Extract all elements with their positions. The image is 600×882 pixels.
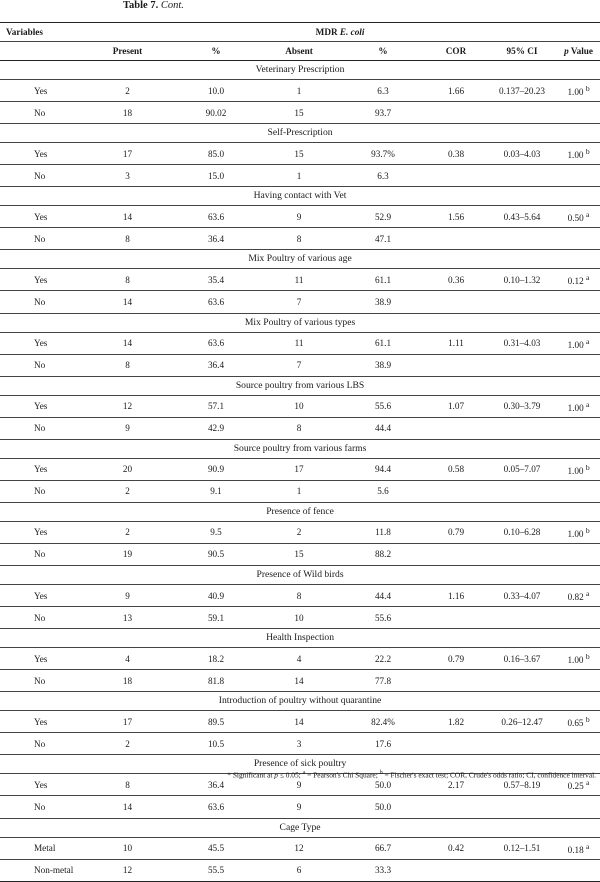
cell-ci: 0.10–6.28: [487, 521, 557, 543]
table-row: [0, 543, 600, 565]
cell-absent: 17: [257, 458, 341, 480]
cell-p-value: 1.00 $^b$: [557, 648, 600, 670]
cell-absent: 2: [257, 521, 341, 543]
cell-present: 19: [80, 543, 175, 565]
table-row: [0, 291, 600, 313]
cell-present: 13: [80, 607, 175, 629]
cell-variable: Yes: [0, 80, 80, 102]
section-row: [0, 439, 600, 458]
cell-p-value: 0.25 $^a$: [557, 774, 600, 796]
section-title: Self-Prescription: [0, 124, 600, 143]
cell-p-value: 0.82 $^a$: [557, 585, 600, 607]
cell-pct1: 36.4: [175, 354, 257, 376]
cell-cor: 0.79: [425, 648, 487, 670]
cell-pct1: 10.0: [175, 80, 257, 102]
table-row: [0, 102, 600, 124]
cell-pct2: 52.9: [341, 206, 425, 228]
cell-pct2: 33.3: [341, 859, 425, 881]
cell-present: 3: [80, 165, 175, 187]
cell-cor: [425, 165, 487, 187]
cell-pct1: 40.9: [175, 585, 257, 607]
table-row: [0, 859, 600, 881]
cell-ci: [487, 607, 557, 629]
cell-ci: 0.43–5.64: [487, 206, 557, 228]
cell-p-value: [557, 859, 600, 881]
cell-pct2: 11.8: [341, 521, 425, 543]
cell-pct2: 66.7: [341, 837, 425, 859]
cell-pct1: 89.5: [175, 711, 257, 733]
cell-pct2: 44.4: [341, 585, 425, 607]
cell-cor: [425, 733, 487, 755]
section-row: [0, 376, 600, 395]
caption-label: Table 7.: [123, 0, 159, 11]
table-row: [0, 521, 600, 543]
cell-cor: 0.38: [425, 143, 487, 165]
cell-variable: Yes: [0, 521, 80, 543]
cell-cor: [425, 796, 487, 818]
cell-pct1: 59.1: [175, 607, 257, 629]
cell-p-value: [557, 670, 600, 692]
cell-present: 12: [80, 859, 175, 881]
cell-pct2: 55.6: [341, 607, 425, 629]
cell-cor: [425, 417, 487, 439]
cell-p-value: [557, 417, 600, 439]
cell-pct1: 15.0: [175, 165, 257, 187]
cell-variable: No: [0, 102, 80, 124]
cell-absent: 11: [257, 269, 341, 291]
cell-present: 2: [80, 521, 175, 543]
cell-ci: [487, 417, 557, 439]
table-row: [0, 670, 600, 692]
col-p-value: p Value: [557, 42, 600, 61]
cell-p-value: 0.65 $^b$: [557, 711, 600, 733]
cell-absent: 1: [257, 80, 341, 102]
cell-cor: [425, 480, 487, 502]
table-row: [0, 837, 600, 859]
cell-absent: 10: [257, 607, 341, 629]
cell-pct1: 10.5: [175, 733, 257, 755]
cell-variable: No: [0, 228, 80, 250]
cell-pct2: 38.9: [341, 354, 425, 376]
section-row: [0, 124, 600, 143]
footnote: * Significant at p ≤ 0.05; $^a$ = Pearson's Chi Square; $^b$ = Fischer's exact test; COR, Crude's odds ratio; CI, confidence interval.: [227, 770, 596, 780]
cell-pct2: 93.7: [341, 102, 425, 124]
cell-present: 18: [80, 102, 175, 124]
cell-ci: [487, 228, 557, 250]
cell-ci: 0.26–12.47: [487, 711, 557, 733]
cell-ci: 0.03–4.03: [487, 143, 557, 165]
cell-pct1: 9.1: [175, 480, 257, 502]
cell-cor: 1.82: [425, 711, 487, 733]
section-row: [0, 818, 600, 837]
cell-pct1: 57.1: [175, 395, 257, 417]
cell-p-value: 0.18 $^a$: [557, 837, 600, 859]
cell-pct1: 90.5: [175, 543, 257, 565]
cell-absent: 8: [257, 585, 341, 607]
table-row: [0, 458, 600, 480]
cell-absent: 15: [257, 543, 341, 565]
cell-cor: 1.07: [425, 395, 487, 417]
section-title: Source poultry from various farms: [0, 439, 600, 458]
cell-p-value: [557, 733, 600, 755]
cell-present: 9: [80, 585, 175, 607]
cell-pct1: 63.6: [175, 332, 257, 354]
cell-pct1: 85.0: [175, 143, 257, 165]
cell-pct2: 6.3: [341, 80, 425, 102]
cell-absent: 1: [257, 165, 341, 187]
cell-present: 4: [80, 648, 175, 670]
col-pct1: %: [175, 42, 257, 61]
cell-p-value: [557, 228, 600, 250]
cell-absent: 3: [257, 733, 341, 755]
cell-absent: 4: [257, 648, 341, 670]
cell-p-value: 1.00 $^a$: [557, 395, 600, 417]
section-title: Source poultry from various LBS: [0, 376, 600, 395]
cell-pct1: 35.4: [175, 269, 257, 291]
cell-cor: 0.42: [425, 837, 487, 859]
section-title: Presence of sick poultry: [0, 755, 600, 774]
section-title: Veterinary Prescription: [0, 61, 600, 80]
cell-present: 17: [80, 143, 175, 165]
cell-p-value: 0.50 $^a$: [557, 206, 600, 228]
variables-header: Variables: [0, 23, 80, 42]
cell-variable: No: [0, 670, 80, 692]
cell-pct1: 90.9: [175, 458, 257, 480]
cell-variable: Yes: [0, 269, 80, 291]
table-row: [0, 395, 600, 417]
section-row: [0, 692, 600, 711]
cell-pct1: 36.4: [175, 774, 257, 796]
cell-present: 17: [80, 711, 175, 733]
col-ci: 95% CI: [487, 42, 557, 61]
cell-absent: 8: [257, 228, 341, 250]
cell-variable: No: [0, 733, 80, 755]
cell-absent: 9: [257, 796, 341, 818]
cell-variable: No: [0, 417, 80, 439]
section-title: Presence of Wild birds: [0, 566, 600, 585]
cell-pct2: 38.9: [341, 291, 425, 313]
cell-p-value: [557, 354, 600, 376]
cell-p-value: [557, 543, 600, 565]
cell-present: 14: [80, 332, 175, 354]
cell-variable: Yes: [0, 648, 80, 670]
table-row: [0, 332, 600, 354]
cell-absent: 7: [257, 291, 341, 313]
section-title: Introduction of poultry without quarantine: [0, 692, 600, 711]
cell-absent: 8: [257, 417, 341, 439]
cell-ci: 0.16–3.67: [487, 648, 557, 670]
cell-present: 2: [80, 733, 175, 755]
cell-cor: [425, 859, 487, 881]
cell-variable: Yes: [0, 585, 80, 607]
cell-variable: Non-metal: [0, 859, 80, 881]
cell-absent: 15: [257, 102, 341, 124]
section-row: [0, 629, 600, 648]
table-row: [0, 733, 600, 755]
cell-ci: 0.33–4.07: [487, 585, 557, 607]
cell-pct2: 88.2: [341, 543, 425, 565]
cell-p-value: 1.00 $^b$: [557, 80, 600, 102]
cell-cor: 0.36: [425, 269, 487, 291]
cell-p-value: [557, 480, 600, 502]
cell-pct2: 5.6: [341, 480, 425, 502]
group-header: MDR E. coli: [80, 23, 600, 42]
cell-absent: 6: [257, 859, 341, 881]
cell-variable: Yes: [0, 395, 80, 417]
cell-ci: [487, 670, 557, 692]
cell-pct2: 50.0: [341, 796, 425, 818]
cell-ci: [487, 543, 557, 565]
results-table: [0, 22, 600, 882]
cell-present: 8: [80, 269, 175, 291]
cell-pct2: 93.7%: [341, 143, 425, 165]
section-row: [0, 250, 600, 269]
table-row: [0, 269, 600, 291]
col-cor: COR: [425, 42, 487, 61]
table-row: [0, 417, 600, 439]
section-row: [0, 313, 600, 332]
cell-present: 8: [80, 774, 175, 796]
cell-variable: Yes: [0, 774, 80, 796]
table-row: [0, 648, 600, 670]
cell-pct2: 61.1: [341, 269, 425, 291]
cell-p-value: [557, 796, 600, 818]
cell-present: 18: [80, 670, 175, 692]
section-row: [0, 502, 600, 521]
cell-ci: 0.137–20.23: [487, 80, 557, 102]
cell-pct2: 77.8: [341, 670, 425, 692]
cell-ci: 0.31–4.03: [487, 332, 557, 354]
cell-pct1: 18.2: [175, 648, 257, 670]
section-title: Having contact with Vet: [0, 187, 600, 206]
cell-pct2: 6.3: [341, 165, 425, 187]
cell-absent: 14: [257, 711, 341, 733]
table-row: [0, 80, 600, 102]
cell-cor: 0.58: [425, 458, 487, 480]
cell-variable: Yes: [0, 458, 80, 480]
cell-absent: 14: [257, 670, 341, 692]
cell-pct2: 82.4%: [341, 711, 425, 733]
cell-ci: [487, 796, 557, 818]
cell-cor: 2.17: [425, 774, 487, 796]
cell-ci: [487, 733, 557, 755]
cell-p-value: [557, 102, 600, 124]
cell-absent: 7: [257, 354, 341, 376]
header-row-1: [0, 23, 600, 42]
cell-absent: 15: [257, 143, 341, 165]
cell-cor: 1.56: [425, 206, 487, 228]
cell-cor: [425, 543, 487, 565]
cell-ci: [487, 102, 557, 124]
cell-cor: [425, 102, 487, 124]
cell-ci: [487, 480, 557, 502]
cell-cor: [425, 228, 487, 250]
cell-cor: 1.66: [425, 80, 487, 102]
cell-ci: [487, 291, 557, 313]
cell-pct1: 9.5: [175, 521, 257, 543]
cell-cor: 0.79: [425, 521, 487, 543]
cell-variable: Yes: [0, 711, 80, 733]
caption-cont: Cont.: [160, 0, 184, 11]
cell-p-value: [557, 165, 600, 187]
cell-pct1: 63.6: [175, 796, 257, 818]
cell-absent: 9: [257, 774, 341, 796]
cell-pct1: 63.6: [175, 291, 257, 313]
table-row: [0, 165, 600, 187]
cell-variable: No: [0, 543, 80, 565]
col-present: Present: [80, 42, 175, 61]
cell-pct2: 94.4: [341, 458, 425, 480]
col-absent: Absent: [257, 42, 341, 61]
cell-absent: 1: [257, 480, 341, 502]
cell-p-value: 1.00 $^b$: [557, 521, 600, 543]
cell-present: 14: [80, 796, 175, 818]
section-title: Mix Poultry of various types: [0, 313, 600, 332]
cell-pct1: 81.8: [175, 670, 257, 692]
cell-cor: 1.16: [425, 585, 487, 607]
cell-ci: [487, 165, 557, 187]
cell-ci: [487, 859, 557, 881]
cell-ci: 0.30–3.79: [487, 395, 557, 417]
cell-present: 9: [80, 417, 175, 439]
cell-variable: No: [0, 165, 80, 187]
table-row: [0, 711, 600, 733]
cell-present: 8: [80, 354, 175, 376]
cell-variable: Yes: [0, 332, 80, 354]
section-row: [0, 566, 600, 585]
cell-p-value: 1.00 $^b$: [557, 143, 600, 165]
cell-ci: 0.05–7.07: [487, 458, 557, 480]
col-pct2: %: [341, 42, 425, 61]
cell-pct2: 22.2: [341, 648, 425, 670]
table-row: [0, 585, 600, 607]
cell-present: 14: [80, 206, 175, 228]
cell-pct2: 55.6: [341, 395, 425, 417]
table-row: [0, 206, 600, 228]
cell-variable: No: [0, 796, 80, 818]
table-row: [0, 228, 600, 250]
cell-cor: [425, 670, 487, 692]
table-body: [0, 61, 600, 882]
cell-present: 8: [80, 228, 175, 250]
cell-variable: Metal: [0, 837, 80, 859]
cell-pct1: 42.9: [175, 417, 257, 439]
cell-variable: No: [0, 480, 80, 502]
cell-variable: No: [0, 607, 80, 629]
table-row: [0, 354, 600, 376]
cell-p-value: 1.00 $^a$: [557, 332, 600, 354]
cell-absent: 9: [257, 206, 341, 228]
cell-p-value: 0.12 $^a$: [557, 269, 600, 291]
cell-variable: Yes: [0, 206, 80, 228]
header-row-2: [0, 42, 600, 61]
cell-pct2: 44.4: [341, 417, 425, 439]
cell-variable: No: [0, 354, 80, 376]
cell-pct1: 45.5: [175, 837, 257, 859]
cell-cor: [425, 607, 487, 629]
cell-cor: [425, 291, 487, 313]
cell-ci: 0.57–8.19: [487, 774, 557, 796]
cell-pct1: 90.02: [175, 102, 257, 124]
cell-absent: 12: [257, 837, 341, 859]
cell-cor: [425, 354, 487, 376]
cell-ci: [487, 354, 557, 376]
table-row: [0, 143, 600, 165]
cell-p-value: 1.00 $^b$: [557, 458, 600, 480]
cell-present: 2: [80, 80, 175, 102]
table-row: [0, 796, 600, 818]
cell-variable: No: [0, 291, 80, 313]
section-row: [0, 61, 600, 80]
cell-p-value: [557, 291, 600, 313]
cell-pct2: 47.1: [341, 228, 425, 250]
section-title: Cage Type: [0, 818, 600, 837]
cell-cor: 1.11: [425, 332, 487, 354]
section-title: Mix Poultry of various age: [0, 250, 600, 269]
cell-pct1: 63.6: [175, 206, 257, 228]
cell-ci: 0.10–1.32: [487, 269, 557, 291]
cell-pct1: 36.4: [175, 228, 257, 250]
cell-present: 14: [80, 291, 175, 313]
cell-pct1: 55.5: [175, 859, 257, 881]
cell-pct2: 50.0: [341, 774, 425, 796]
cell-pct2: 17.6: [341, 733, 425, 755]
cell-absent: 11: [257, 332, 341, 354]
cell-p-value: [557, 607, 600, 629]
cell-ci: 0.12–1.51: [487, 837, 557, 859]
cell-present: 20: [80, 458, 175, 480]
cell-absent: 10: [257, 395, 341, 417]
table-row: [0, 480, 600, 502]
cell-variable: Yes: [0, 143, 80, 165]
section-row: [0, 187, 600, 206]
cell-present: 12: [80, 395, 175, 417]
section-title: Health Inspection: [0, 629, 600, 648]
table-caption: [123, 0, 184, 11]
table-row: [0, 607, 600, 629]
cell-present: 10: [80, 837, 175, 859]
cell-pct2: 61.1: [341, 332, 425, 354]
section-title: Presence of fence: [0, 502, 600, 521]
cell-present: 2: [80, 480, 175, 502]
